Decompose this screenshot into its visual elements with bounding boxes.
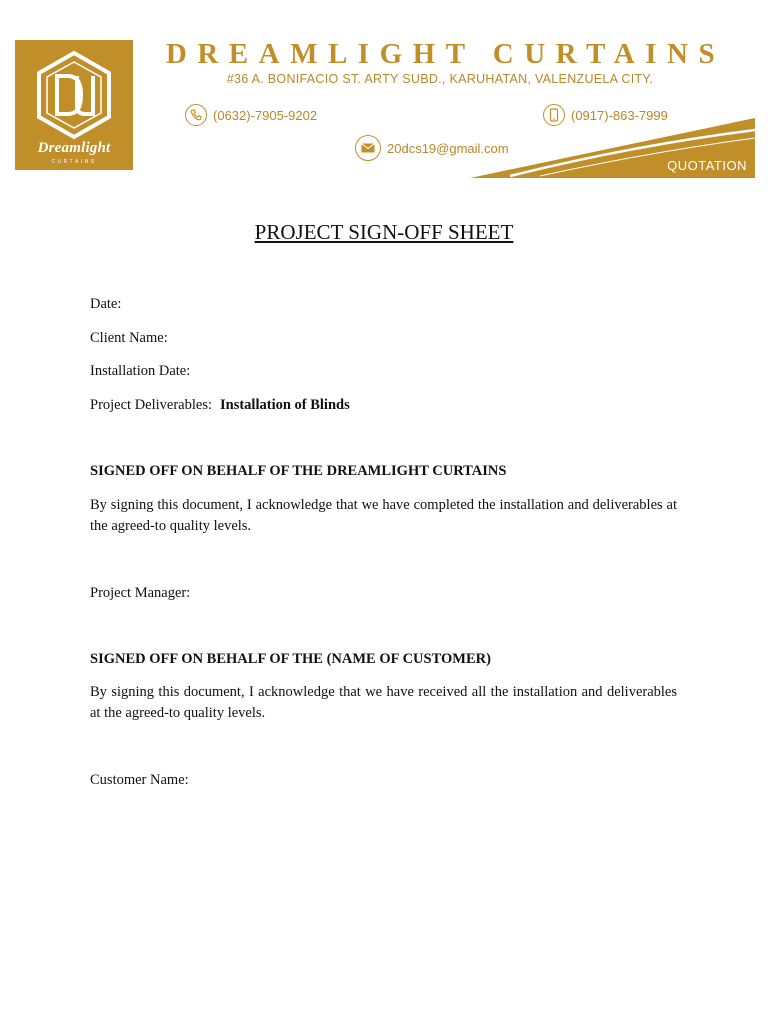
landline-number: (0632)-7905-9202 xyxy=(213,107,318,123)
company-address: #36 A. BONIFACIO ST. ARTY SUBD., KARUHATAN, VALENZUELA CITY. xyxy=(226,72,654,86)
logo-subtext: CURTAINS xyxy=(51,159,97,165)
date-field xyxy=(90,296,121,313)
client-name-field xyxy=(90,330,168,347)
email-address: 20dcs19@gmail.com xyxy=(387,140,509,156)
company-logo xyxy=(15,40,133,170)
document-title: PROJECT SIGN-OFF SHEET xyxy=(254,220,514,244)
customer-name-label: Customer Name: xyxy=(90,772,189,788)
dl-monogram-icon xyxy=(35,50,113,140)
letterhead xyxy=(15,38,755,178)
customer-signoff-text: By signing this document, I acknowledge that we have received all the installation and deliverables at the agreed-to quality levels. xyxy=(90,684,677,721)
project-manager-label: Project Manager: xyxy=(90,585,191,601)
deliverables-value: Installation of Blinds xyxy=(220,397,350,413)
company-name: DREAMLIGHT CURTAINS xyxy=(165,38,726,70)
project-manager-field xyxy=(90,585,190,602)
customer-signoff-heading: SIGNED OFF ON BEHALF OF THE (NAME OF CUSTOMER) xyxy=(90,651,491,667)
deliverables-label: Project Deliverables: xyxy=(90,397,212,413)
installation-date-field xyxy=(90,363,190,380)
phone-icon xyxy=(185,104,207,126)
quotation-tag: QUOTATION xyxy=(667,158,747,173)
company-signoff-heading: SIGNED OFF ON BEHALF OF THE DREAMLIGHT CURTAINS xyxy=(90,463,507,479)
customer-name-field xyxy=(90,772,189,789)
client-name-label: Client Name: xyxy=(90,330,168,346)
project-deliverables-field xyxy=(90,397,350,414)
date-label: Date: xyxy=(90,296,122,312)
envelope-icon xyxy=(355,135,381,161)
installation-date-label: Installation Date: xyxy=(90,363,191,379)
contact-landline xyxy=(185,104,317,126)
mobile-number: (0917)-863-7999 xyxy=(571,107,668,123)
company-signoff-text: By signing this document, I acknowledge that we have completed the installation and deliverables at the agreed-to quality levels. xyxy=(90,497,677,534)
logo-wordmark: Dreamlight xyxy=(37,140,111,156)
